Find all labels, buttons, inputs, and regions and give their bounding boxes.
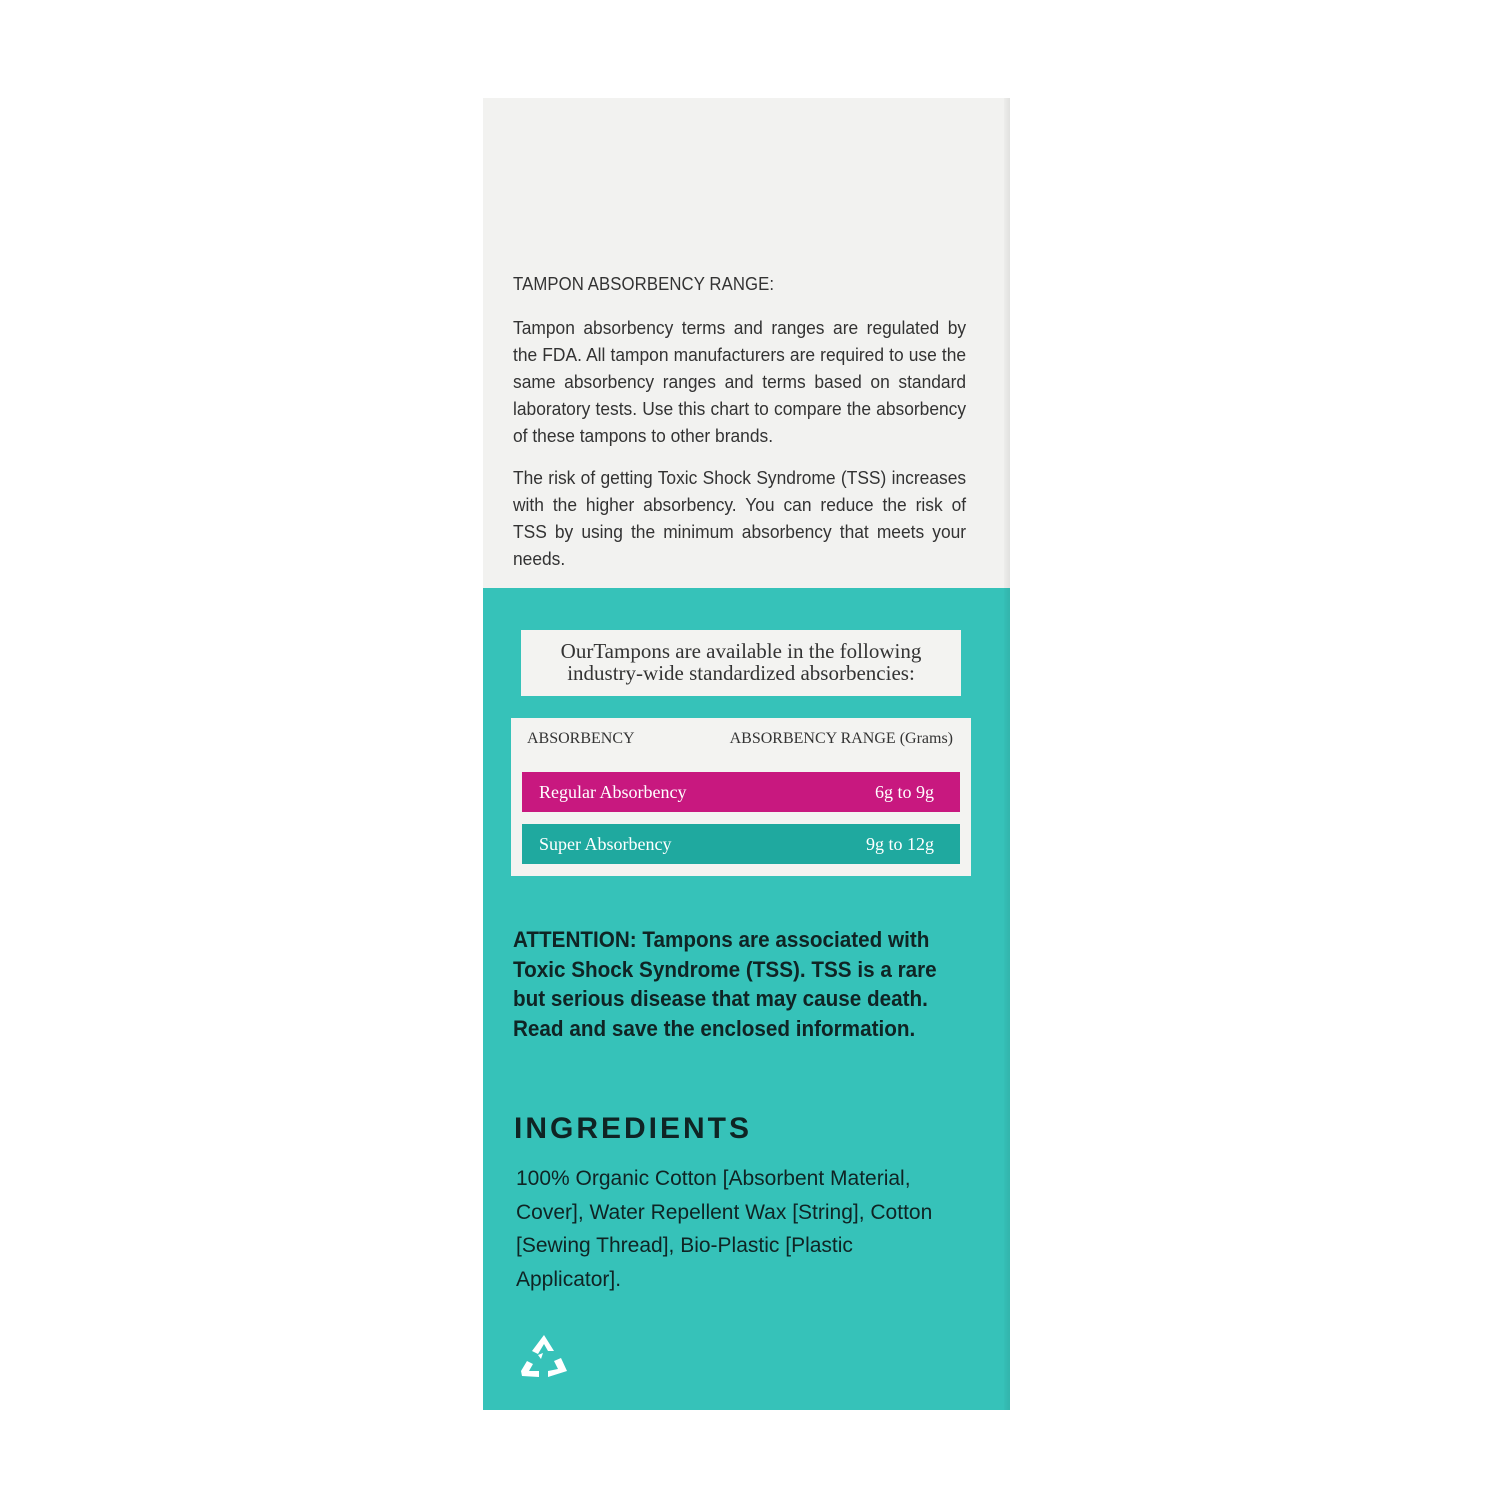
- ingredients-list: 100% Organic Cotton [Absorbent Material, Cover], Water Repellent Wax [String], Cotton [Sewing Thread], Bio-Plastic [Plastic Applicator].: [516, 1167, 933, 1291]
- absorbency-range-title: TAMPON ABSORBENCY RANGE:: [513, 274, 775, 294]
- box-edge-shadow: [1004, 98, 1010, 1410]
- availability-line-2: industry-wide standardized absorbencies:: [567, 661, 915, 685]
- product-box-panel: [483, 98, 1010, 1410]
- table-row-super: [522, 824, 960, 864]
- super-absorbency-label: Super Absorbency: [539, 834, 672, 854]
- table-row-regular: [522, 772, 960, 812]
- table-header-absorbency: ABSORBENCY: [527, 730, 635, 747]
- table-header-range: ABSORBENCY RANGE (Grams): [729, 730, 953, 747]
- super-absorbency-range: 9g to 12g: [865, 834, 934, 854]
- ingredients-title: INGREDIENTS: [514, 1112, 753, 1145]
- regular-absorbency-range: 6g to 9g: [874, 782, 934, 802]
- absorbency-regulation-paragraph: Tampon absorbency terms and ranges are regulated by the FDA. All tampon manufacturers are required to use the same absorbency ranges and terms based on standard laboratory tests. Use this chart to compare the absorbency of these tampons to other brands.: [513, 317, 967, 446]
- tss-risk-paragraph: The risk of getting Toxic Shock Syndrome (TSS) increases with the higher absorbency. You can reduce the risk of TSS by using the minimum absorbency that meets your needs.: [513, 467, 967, 569]
- recycle-icon: [517, 1331, 571, 1385]
- availability-line-1: OurTampons are available in the following: [560, 639, 922, 663]
- availability-box: [521, 630, 961, 696]
- tss-attention-warning: ATTENTION: Tampons are associated with Toxic Shock Syndrome (TSS). TSS is a rare but serious disease that may cause death. Read and save the enclosed information.: [513, 927, 937, 1041]
- regular-absorbency-label: Regular Absorbency: [539, 782, 687, 802]
- absorbency-table: [511, 718, 971, 876]
